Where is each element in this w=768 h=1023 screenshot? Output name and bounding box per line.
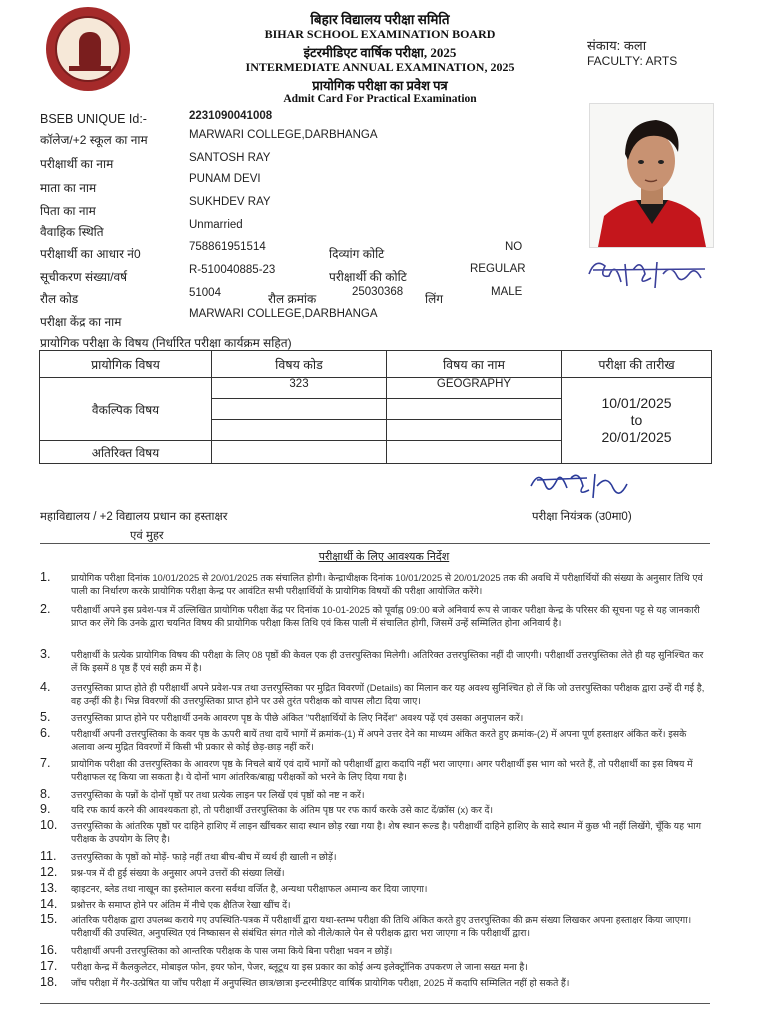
faculty-english: FACULTY: ARTS [587,54,678,68]
mother-name-label: माता का नाम [40,181,97,195]
exam-name-english: INTERMEDIATE ANNUAL EXAMINATION, 2025 [245,60,515,74]
registration-value: R-510040885-23 [189,264,276,276]
date-to: 20/01/2025 [601,429,672,445]
instructions-top-rule [40,543,710,544]
instructions-title: परीक्षार्थी के लिए आवश्यक निर्देश [318,551,450,563]
registration-label: सूचीकरण संख्या/वर्ष [40,270,128,284]
subject-code: 323 [212,378,387,399]
card-title-hindi: प्रायोगिक परीक्षा का प्रवेश पत्र [312,78,448,93]
bseb-logo [46,7,130,91]
controller-signature [527,466,637,506]
instruction-item: 5. उत्तरपुस्तिका प्राप्त होने पर परीक्षार्थी उनके आवरण पृष्ठ के पीछे अंकित "परीक्षार्थियों के लिए निर्देश" अवश्य पढ़ें एवं उसका अनुपालन करें। [40,710,524,724]
college-value: MARWARI COLLEGE,DARBHANGA [189,129,378,141]
instruction-item: 4. उत्तरपुस्तिका प्राप्त होते ही परीक्षार्थी अपने प्रवेश-पत्र तथा उत्तरपुस्तिका पर मुद्रित विवरणों (Details) का मिलान कर यह अवश्य सुनिश्चित हो लें कि जो उत्तरपुस्तिका परीक्षक द्वारा उन्हें दी गई है, वह उन्हीं की है। भिन्न विवरणों की उत्तरपुस्तिका प्राप्त होने पर उसे तुरंत परीक्षक को वापस लौटा दिया जाए। [40,680,705,706]
col-header-code: विषय कोड [212,351,387,378]
roll-no-value: 25030368 [352,286,404,298]
centre-label: परीक्षा केंद्र का नाम [40,315,122,329]
instruction-item: 6. परीक्षार्थी अपनी उत्तरपुस्तिका के कवर पृष्ठ के ऊपरी बायें तथा दायें भागों में क्रमांक-(1) में अपने उत्तर देने का माध्यम अंकित करते हुए क्रमांक-(2) में अपना पूर्ण हस्ताक्षर अंकित करें। इसके अलावा अन्य मुद्रित विवरणों में किसी भी प्रकार से कोई छेड़-छाड़ नहीं करें। [40,726,687,752]
instruction-item: 8. उत्तरपुस्तिका के पन्नों के दोनों पृष्ठों पर तथा प्रत्येक लाइन पर लिखें एवं पृष्ठों को नष्ट न करें। [40,787,365,801]
mother-name-value: PUNAM DEVI [189,173,261,185]
card-title-english: Admit Card For Practical Examination [283,93,477,105]
instruction-item: 10. उत्तरपुस्तिका के आंतरिक पृष्ठों पर दाहिने हाशिए में लाइन खींचकर सादा स्थान छोड़ रखा गया है। शेष स्थान रूल्ड है। परीक्षार्थी दाहिने हाशिए के सादे स्थान में कुछ भी नहीं लिखेंगे, चूँकि यह भाग परीक्षक के उपयोग के लिए है। [40,818,701,844]
category-value: REGULAR [470,263,526,275]
instruction-item: 17. परीक्षा केन्द्र में कैलकुलेटर, मोबाइल फोन, इयर फोन, पेजर, ब्लूटूथ या इस प्रकार का कोई अन्य इलेक्ट्रॉनिक उपकरण ले जाना सख्त मना है। [40,959,528,973]
aadhar-label: परीक्षार्थी का आधार नं0 [40,247,141,261]
faculty-hindi: संकाय: कला [587,38,647,53]
board-name-hindi: बिहार विद्यालय परीक्षा समिति [310,12,450,27]
instruction-item: 11. उत्तरपुस्तिका के पृष्ठों को मोड़ें- फाड़े नहीं तथा बीच-बीच में व्यर्थ ही खाली न छोड़ें। [40,849,337,863]
roll-no-label: रौल क्रमांक [268,292,317,306]
subjects-heading: प्रायोगिक परीक्षा के विषय (निर्धारित परीक्षा कार्यक्रम सहित) [40,336,292,350]
college-label: कॉलेज/+2 स्कूल का नाम [40,133,148,147]
col-header-subject: प्रायोगिक विषय [40,351,212,378]
instruction-item: 2. परीक्षार्थी अपने इस प्रवेश-पत्र में उल्लिखित प्रायोगिक परीक्षा केंद्र पर दिनांक 10-01-2025 को पूर्वाह्न 09:00 बजे अनिवार्य रूप से जाकर परीक्षा केन्द्र के परिसर की सूचना पट्ट से यह जानकारी प्राप्त कर लेंगे कि उनके द्वारा चयनित विषय की प्रायोगिक परीक्षा किस तिथि एवं किस पाली में संचालित होगी, जिसमें उन्हें सम्मिलित होना अनिवार्य है। [40,602,700,628]
subject-name: GEOGRAPHY [387,378,562,399]
disability-value: NO [505,241,523,253]
marital-status-label: वैवाहिक स्थिति [40,225,104,239]
exam-name-hindi: इंटरमीडिएट वार्षिक परीक्षा, 2025 [303,45,457,60]
candidate-photo [589,103,714,248]
instruction-item: 3. परीक्षार्थी के प्रत्येक प्रायोगिक विषय की परीक्षा के लिए 08 पृष्ठों की केवल एक ही उत्तरपुस्तिका मिलेगी। अतिरिक्त उत्तरपुस्तिका नहीं दी जाएगी। परीक्षार्थी उत्तरपुस्तिका लेते ही यह सुनिश्चित कर लें कि इसमें 8 पृष्ठ हैं एवं सही क्रम में है। [40,647,704,673]
disability-label: दिव्यांग कोटि [329,247,385,261]
principal-signature-label: महाविद्यालय / +2 विद्यालय प्रधान का हस्ताक्षर [40,511,228,523]
father-name-label: पिता का नाम [40,204,96,218]
instruction-item: 13. व्हाइटनर, ब्लेड तथा नाखून का इस्तेमाल करना सर्वथा वर्जित है, अन्यथा परीक्षाफल अमान्य कर दिया जाएगा। [40,881,428,895]
additional-subject-label: अतिरिक्त विषय [40,441,212,464]
elective-subject-label: वैकल्पिक विषय [40,378,212,441]
exam-date-cell [562,378,712,464]
instruction-item: 16. परीक्षार्थी अपनी उत्तरपुस्तिका को आन्तरिक परीक्षक के पास जमा किये बिना परीक्षा भवन न छोड़ें। [40,943,393,957]
candidate-name-value: SANTOSH RAY [189,152,271,164]
category-label: परीक्षार्थी की कोटि [329,270,407,284]
centre-value: MARWARI COLLEGE,DARBHANGA [189,308,378,320]
instruction-item: 18. जाँच परीक्षा में गैर-उत्प्रेषित या जाँच परीक्षा में अनुपस्थित छात्र/छात्रा इन्टरमीडिएट वार्षिक प्रायोगिक परीक्षा, 2025 में कदापि सम्मिलित नहीं हो सकते हैं। [40,975,570,989]
date-to-word: to [630,412,643,428]
candidate-name-label: परीक्षार्थी का नाम [40,157,114,171]
bseb-id-value: 2231090041008 [189,110,273,122]
roll-code-value: 51004 [189,287,221,299]
instruction-item: 15. आंतरिक परीक्षक द्वारा उपलब्ध कराये गए उपस्थिति-पत्रक में परीक्षार्थी द्वारा यथा-स्तम्भ परीक्षा की तिथि अंकित करते हुए उत्तरपुस्तिका की क्रम संख्या लिखकर अपना हस्ताक्षर किया जाएगा। परीक्षार्थी की उपस्थित, अनुपस्थित एवं निष्कासन से संबंधित संगत गोले को नीले/काले पेन से परीक्षक द्वारा भरा जाएगा न कि परीक्षार्थी द्वारा। [40,912,692,938]
candidate-signature [585,252,715,296]
date-from: 10/01/2025 [601,395,672,411]
gender-label: लिंग [425,292,444,306]
instruction-item: 9. यदि रफ कार्य करने की आवश्यकता हो, तो परीक्षार्थी उत्तरपुस्तिका के अंतिम पृष्ठ पर रफ कार्य करके उसे काट दें/क्रॉस (x) कर दें। [40,802,494,816]
instruction-item: 14. प्रश्नोत्तर के समाप्त होने पर अंतिम में नीचे एक क्षैतिज रेखा खींच दें। [40,897,291,911]
bseb-id-label: BSEB UNIQUE Id:- [40,112,147,126]
subjects-table [39,350,712,464]
aadhar-value: 758861951514 [189,241,266,253]
instruction-item: 1. प्रायोगिक परीक्षा दिनांक 10/01/2025 से 20/01/2025 तक संचालित होगी। केन्द्राधीक्षक दिनांक 10/01/2025 से 20/01/2025 तक की अवधि में परीक्षार्थियों की संख्या के अनुसार तिथि एवं पाली का निर्धारण करके प्रायोगिक परीक्षा केन्द्र पर आवंटित सभी परीक्षार्थियों के प्रायोगिक विषयों की परीक्षा आयोजित करेंगे। [40,570,703,596]
board-name-english: BIHAR SCHOOL EXAMINATION BOARD [264,27,496,41]
marital-status-value: Unmarried [189,219,243,231]
gender-value: MALE [491,286,523,298]
roll-code-label: रौल कोड [40,292,79,306]
col-header-name: विषय का नाम [387,351,562,378]
instructions-bottom-rule [40,1003,710,1004]
controller-label: परीक्षा नियंत्रक (उ0मा0) [532,511,632,523]
instruction-item: 7. प्रायोगिक परीक्षा की उत्तरपुस्तिका के आवरण पृष्ठ के निचले बायें एवं दायें भागों को परीक्षार्थी द्वारा कदापि नहीं भरा जाएगा। अगर परीक्षार्थी इस भाग को भरते हैं, तो परीक्षार्थी का इस विषय में परीक्षाफल रद्द किया जा सकता है। ये दोनों भाग आंतरिक/बाह्य परीक्षकों को भरने के लिए दिया गया है। [40,756,693,782]
instruction-item: 12. प्रश्न-पत्र में दी हुई संख्या के अनुसार अपने उत्तरों की संख्या लिखें। [40,865,285,879]
principal-stamp-label: एवं मुहर [130,530,164,542]
father-name-value: SUKHDEV RAY [189,196,271,208]
col-header-date: परीक्षा की तारीख [562,351,712,378]
